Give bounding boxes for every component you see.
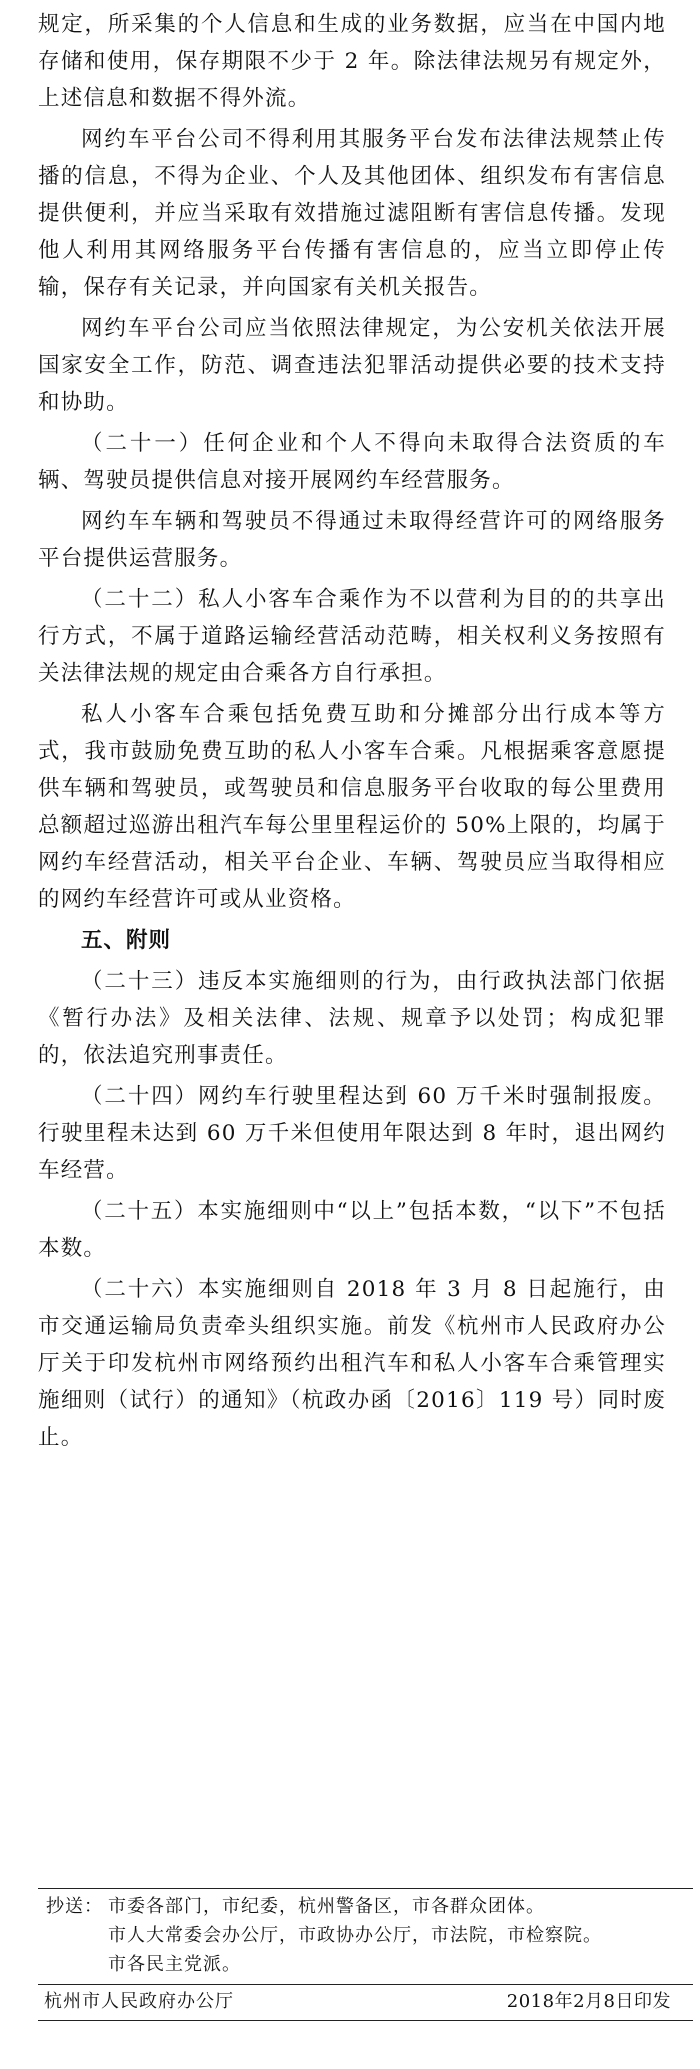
footer-top-rule bbox=[38, 1888, 693, 1889]
paragraph-continued: 规定，所采集的个人信息和生成的业务数据，应当在中国内地存储和使用，保存期限不少于 2 年。除法律法规另有规定外，上述信息和数据不得外流。 bbox=[38, 12, 666, 111]
issue-date: 2018年2月8日印发 bbox=[506, 1991, 671, 2012]
footer-middle-rule bbox=[38, 1984, 693, 1985]
footer-bottom-rule bbox=[38, 2020, 693, 2021]
cc-recipients-line-2: 市人大常委会办公厅，市政协办公厅，市法院，市检察院。 bbox=[108, 1925, 602, 1946]
paragraph-unlicensed-platform: 网约车车辆和驾驶员不得通过未取得经营许可的网络服务平台提供运营服务。 bbox=[38, 509, 666, 571]
paragraph-clause-25: （二十五）本实施细则中“以上”包括本数，“以下”不包括本数。 bbox=[38, 1199, 666, 1261]
paragraph-security-support: 网约车平台公司应当依照法律规定，为公安机关依法开展国家安全工作，防范、调查违法犯罪活动提供必要的技术支持和协助。 bbox=[38, 316, 666, 415]
cc-recipients-line-1: 市委各部门，市纪委，杭州警备区，市各群众团体。 bbox=[108, 1896, 545, 1917]
section-heading: 五、附则 bbox=[81, 928, 172, 953]
document-body bbox=[38, 6, 666, 1460]
cc-label: 抄送： bbox=[46, 1896, 103, 1917]
paragraph-harmful-info: 网约车平台公司不得利用其服务平台发布法律法规禁止传播的信息，不得为企业、个人及其他团体、组织发布有害信息提供便利，并应当采取有效措施过滤阻断有害信息传播。发现他人利用其网络服务平台传播有害信息的，应当立即停止传输，保存有关记录，并向国家有关机关报告。 bbox=[38, 127, 666, 300]
paragraph-clause-23: （二十三）违反本实施细则的行为，由行政执法部门依据《暂行办法》及相关法律、法规、规章予以处罚；构成犯罪的，依法追究刑事责任。 bbox=[38, 969, 666, 1068]
paragraph-carpool-definition: 私人小客车合乘包括免费互助和分摊部分出行成本等方式，我市鼓励免费互助的私人小客车合乘。凡根据乘客意愿提供车辆和驾驶员，或驾驶员和信息服务平台收取的每公里费用总额超过巡游出租汽车每公里里程运价的 50%上限的，均属于网约车经营活动，相关平台企业、车辆、驾驶员应当取得相应的网约车经营许可或从业资格。 bbox=[38, 702, 666, 912]
paragraph-clause-24: （二十四）网约车行驶里程达到 60 万千米时强制报废。行驶里程未达到 60 万千米但使用年限达到 8 年时，退出网约车经营。 bbox=[38, 1084, 666, 1183]
issuing-office: 杭州市人民政府办公厅 bbox=[44, 1991, 234, 2012]
paragraph-clause-21: （二十一）任何企业和个人不得向未取得合法资质的车辆、驾驶员提供信息对接开展网约车经营服务。 bbox=[38, 431, 666, 493]
paragraph-clause-26: （二十六）本实施细则自 2018 年 3 月 8 日起施行，由市交通运输局负责牵头组织实施。前发《杭州市人民政府办公厅关于印发杭州市网络预约出租汽车和私人小客车合乘管理实施细则（试行）的通知》（杭政办函〔2016〕119 号）同时废止。 bbox=[38, 1277, 666, 1450]
distribution-footer bbox=[38, 1888, 693, 2028]
cc-recipients-line-3: 市各民主党派。 bbox=[108, 1954, 241, 1975]
paragraph-clause-22: （二十二）私人小客车合乘作为不以营利为目的的共享出行方式，不属于道路运输经营活动范畴，相关权利义务按照有关法律法规的规定由合乘各方自行承担。 bbox=[38, 587, 666, 686]
